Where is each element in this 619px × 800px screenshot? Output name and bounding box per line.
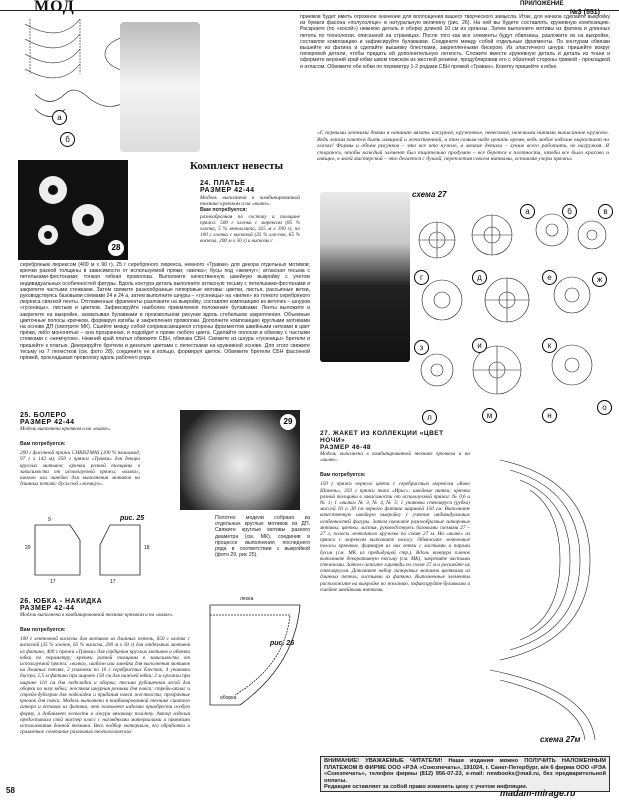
intro-text: приемов будет иметь огромное значение для воплощения вашего творческого замысла. Итак, для начала сделайте выкройку из бумаги фасона «полусолнце» в натуральную величину (рис. 26). На ней вы будете составлять кружевную композицию. Раскроите (по «косой») нижнюю деталь и оборку длиной 10 см из органзы. Затем выполните мотивы из фатина и длинных петель по технологии, описанной на страницах. После того как все элементы будут обвязаны, разложите их на выкройке, составляя композицию и зафиксируйте булавками. Соедините между собой отдельные фрагменты. По контурам обвязки вышейте из фатина и сделайте вышивку блестками, закрепленными бисером. Из эластичного шнура: пришейте вокруг гипюровой детали, чтобы придать ей дополнительную легкость. Сложите вместе кружевную деталь и деталь из ткани и оформите верхний край юбки швом поиском из жесткой резинки, продублировав его с обратной стороны гривкой - прокладкой и атласом. Обвяжите обе юбки по периметру 1-2 рядами СБН пряжей «Травка». Кокетку пришейте к юбке. — [300, 14, 610, 70]
notice-line1: ВНИМАНИЕ! УВАЖАЕМЫЕ ЧИТАТЕЛИ! Наши издания можно ПОЛУЧИТЬ НАЛОЖЕННЫМ ПЛАТЕЖОМ В ФИРМЕ ООО «РЭА «Союзпечать», 191024, г. Санкт-Петербург, а/я 6 фирма ООО «РЭА «Союзпечать», телефон фирмы (812) 956-07-23, e-mail: newbooks@mail.ru, без предварительной оплаты. — [324, 758, 606, 784]
fig25-dim-1: 29 — [25, 545, 31, 551]
item25-block — [20, 412, 140, 522]
header-supplement: ПРИЛОЖЕНИЕ — [520, 1, 564, 7]
s27-marker-b: б — [562, 204, 577, 219]
item26-text: 100 г ленточной вискозы для мотивов из длинных петель, 650 г хлопка с вискозой (35 % хлопок, 65 % вискоза, 200 м х 50 г) для отдельных мотивов из фатина, 400 г пряжи «Травка» для сердцевин круглых мотивов и обвязки юбки по периметру; крючки разной толщины в зависимости от используемой пряжи; «вилка», шаблон или линейка для выполнения мотивов на длинных петлях, 2 упаковки по 10 г серебристых блесток, 4 упаковки бисера, 1,5 м фатина при ширине 150 см для нижней юбки; 2 м органзы при ширине 110 см для подкладки и оборки; тесьма рубашечная лесой для оборки по низу юбки; жесткая шнурная резинка для пояса; стрейч-атлас и стрейч-дублерин для подкладки и придания пояса жесткости; прозрачные крючок для пояса. Модель выполнена в комбинированной технике сшитого гипюра и вставок из фатина, что позволяет изделию приобрести особую форму, а добавляет легкости и ажура вязаному полотну. Автор изделия предоставила свой мастер класс с наглядными материалами и приемами использования данной техники. Весь подбор материала, его обработка и грамотное сочетание различных технологических — [20, 636, 190, 736]
fig26-pattern — [200, 595, 310, 715]
s27-marker-i: и — [472, 338, 487, 353]
s27-marker-d: д — [472, 270, 487, 285]
s27-marker-e: е — [542, 270, 557, 285]
fig26-svg — [200, 595, 310, 715]
item27-block — [320, 430, 470, 755]
fig25-dim-4: 9 — [48, 517, 51, 523]
s27-marker-m: м — [482, 408, 497, 423]
item26-title: 26. ЮБКА - НАКИДКА — [20, 598, 103, 605]
s27-marker-l: л — [422, 410, 437, 425]
fig26-label: рис. 26 — [270, 640, 295, 647]
s27-marker-v: в — [598, 204, 613, 219]
header-issue: №3 (551) — [570, 9, 600, 16]
item25-need: Вам потребуется: — [20, 441, 66, 448]
item24-main-text: серебряным люрексом (400 м х 90 г), 25 г серебряного люрекса, немного «Травки» для декора отдельных мотивов; крючки разной толщины в зависимости от используемой пряжи; «вилка»; бусы под «жемчуг»; атласная тесьма с петельками-фестонами; тонкая гибкая проволока. Выполните качественную швейную выкройку с учетом индивидуальных особенностей фигуры. Вдоль контура деталь выполните атласную тесьму с петельками-фестонами и закрепите частыми стежками. Затем свяжите разнообразные гипюровые мотивы: цветки, листья, рассыпные ветки, руководствуясь базовыми схемами 24 и 24 а, затем выполните шнуры – «гусеницы» на «вилке» из тонкого серебряного люрекса связной ленты. Отглаженные фрагменты разложите на выкройку, составляя композицию из веточек – шнуров «гусеницы», листьев и цветков. Зафиксируйте наиболее приемлемое положение булавками. Ленты выложите и закрепите на выкройке, захватывая булавками в произвольном рисунке вдоль стебельков закрепления. Объемные цветочные полосы крючком, формируя изгибы и закрепления проволоки. Дополните композицию круглыми мотивами на основе ДП (смотрите МК). Сшейте между собой соприкасающиеся стороны фрагментов швейными нитками в цвет пряжи, либо мононитью – она прозрачная, и подойдет к пряже любого цвета. Сделайте полоски и обвязку с частыми стежками с «жемчугом». Нижний край платья обвяжите СБН, обвязка СБН. Свяжите из шнура «гусеницы» бретели и пришейте к платью. Декорируйте бретели и декольте цветами с лепестками на кружевной основе. Для этого свяжите тесьму из 7 лепестков (см. фото 28), соедините ее в кольцо, формируя цветок. Обвяжите бретели СБН фасонной пряжей, прокладывая проволоку вдоль рабочего ряда. — [20, 262, 310, 362]
fig26-oborka: оборка — [220, 695, 237, 701]
jacket-photo — [320, 192, 410, 362]
scheme27m-diagram — [470, 440, 610, 755]
item25-text: 200 г фасонной пряжи CHRISTMAS (100 % полиамид, 97 г х 142 м), 350 г пряжи «Травка» для декора круглых мотивов; крючки разной толщины в зависимости от используемой пряжи; «вилка», шелкон или линейка для выполнения мотивов на длинных петлях; бусы под «жемчуг». — [20, 450, 140, 488]
fig25-dim-3: 17 — [110, 579, 116, 585]
header-logo: МОД — [34, 0, 75, 15]
item27-desc: Модель выполнена в комбинированной технике крючком и на «вилке». — [320, 451, 470, 464]
fig25-label: рис. 25 — [120, 515, 145, 522]
komplekt-item24 — [200, 180, 300, 258]
fig25-dim-2: 17 — [50, 579, 56, 585]
page-number: 58 — [6, 786, 15, 795]
item25-desc: Модель выполнена крючком и на «вилке». — [20, 426, 111, 432]
s27-marker-k: к — [542, 338, 557, 353]
photo-29 — [180, 410, 300, 510]
item26-block — [20, 598, 190, 783]
site-watermark: madam-mirage.ru — [500, 788, 576, 798]
s27-marker-zh: ж — [592, 272, 607, 287]
notice-box — [320, 756, 610, 792]
item27-text: 150 г пряжи черного цвета с серебристым люрексом «Коко Шанель», 350 г пряжи типа «Ирис»; швейные нитки; крючки разной толщины в зависимости от используемой пряжи: № 0,6 и № 1; 1 «вилка» № 3, № 4, № 5; 1 упаковка стекляруса (рубка) массой 10 г; 30 см черного фатина шириной 150 см. Выполните качественную швейную выкройку с учетом индивидуальных особенностей фигуры. Затем свяжите разнообразные гипюровые мотивы: цветки, листья, руководствуясь базовыми схемами 27 – 27 л, полосы ленточного кружева по схеме 27 м. На «вилке» из пряжи с люрексом выполните полосу. Обвяжите ленточные полосы крючком, формируя из них ветки с листьями и парами бусин (см. МК из предыдущей стр.). Вдоль контура планок выполните декоративную тесьму (см. МК), закрепите частыми стежками. Затем сложите гирлянды по схеме 27 м и расшейте их стеклярусом. Дополните набор гипюровых мотивов цветками из длинных петель, листьями из фатина. Выполненные элементы расположите на выкройке по желанию, зафиксируйте булавками и сшейте швейными нитками. — [320, 481, 470, 593]
bride-photo — [120, 22, 200, 152]
item27-title: 27. ЖАКЕТ ИЗ КОЛЛЕКЦИИ «ЦВЕТ НОЧИ» — [320, 430, 444, 444]
photo29-text: Полотно модели собрано из отдельных круглых мотивов из ДП. Свяжите круглые мотивы разного диаметра (см. МК), соединив в процессе выполнения последнего ряда в соответствии с выкройкой (фото 29, рис 25). — [215, 515, 310, 559]
fig25-dim-5: 18 — [144, 545, 150, 551]
item25-title: 25. БОЛЕРО — [20, 412, 67, 419]
item26-need: Вам потребуется: — [20, 627, 66, 634]
scheme27-svg — [412, 190, 612, 430]
scheme27-label: схема 27 — [412, 190, 447, 199]
scheme27m-svg — [470, 440, 610, 755]
item24-size: РАЗМЕР 42-44 — [200, 187, 255, 194]
item24-title: 24. ПЛАТЬЕ — [200, 180, 246, 187]
header-rule — [0, 10, 619, 11]
fig25-pattern — [20, 515, 220, 590]
item27-size: РАЗМЕР 46-48 — [320, 444, 372, 451]
scheme27m-label: схема 27м — [540, 735, 581, 744]
item24-materials: разнообразная по составу и толщине пряжа: 500 г хлопка с люрексом (85 % хлопка, 5 % металлита, 325 м х 100 г), по 100 г хлопка с вискозой (35 % хло-пок, 65 % вискоза, 200 м х 50 г) и вискозы с — [200, 213, 300, 245]
item24-need: Вам потребуется: — [200, 207, 248, 214]
s27-marker-a: а — [520, 204, 535, 219]
notice-line2: Редакция оставляет за собой право изменять цену с учетом инфляции. — [324, 784, 528, 790]
photo29-badge: 29 — [280, 414, 296, 430]
item24-desc: Модель выполнена в комбинированной технике крючком и на «вилке». — [200, 195, 300, 208]
komplekt-title: Комплект невесты — [190, 160, 284, 172]
s27-marker-g: г — [414, 270, 429, 285]
s27-marker-o: о — [597, 400, 612, 415]
item26-size: РАЗМЕР 42-44 — [20, 605, 75, 612]
scheme24-marker-a: а — [52, 110, 67, 125]
designer-quote: «С первыми летними днями я начинаю вязать ажурное, кружевное, невесомое, нежными нитями выписанное кружево. Ведь летом хочется быть изящной и женственной, и тем самым надо ценить время, ведь любое изделие вырастает на глазах! Формы и объем рисунков – это все что нужно, а мелкие детали – лучше всего работать, не нагружая. Я стараюсь, чтобы каждый элемент был тщательно продуман – все берется в плотности, чтобы все было красиво и изящно, в моей мастерской – это делается с душой, переплетая совсем нитками, оставляя узоры пряжи» — [317, 130, 609, 163]
item25-size: РАЗМЕР 42-44 — [20, 419, 75, 426]
scheme24-marker-b: б — [60, 132, 75, 147]
photo-28 — [18, 160, 128, 260]
s27-marker-n: н — [542, 408, 557, 423]
scheme27-diagram — [412, 190, 612, 430]
s27-marker-z: з — [414, 340, 429, 355]
item27-need: Вам потребуется: — [320, 472, 366, 479]
fig26-lesk: леска — [240, 596, 254, 602]
photo28-badge: 28 — [108, 240, 124, 256]
item26-desc: Модель выполнена в комбинированной технике крючком и на «вилке». — [20, 612, 174, 618]
